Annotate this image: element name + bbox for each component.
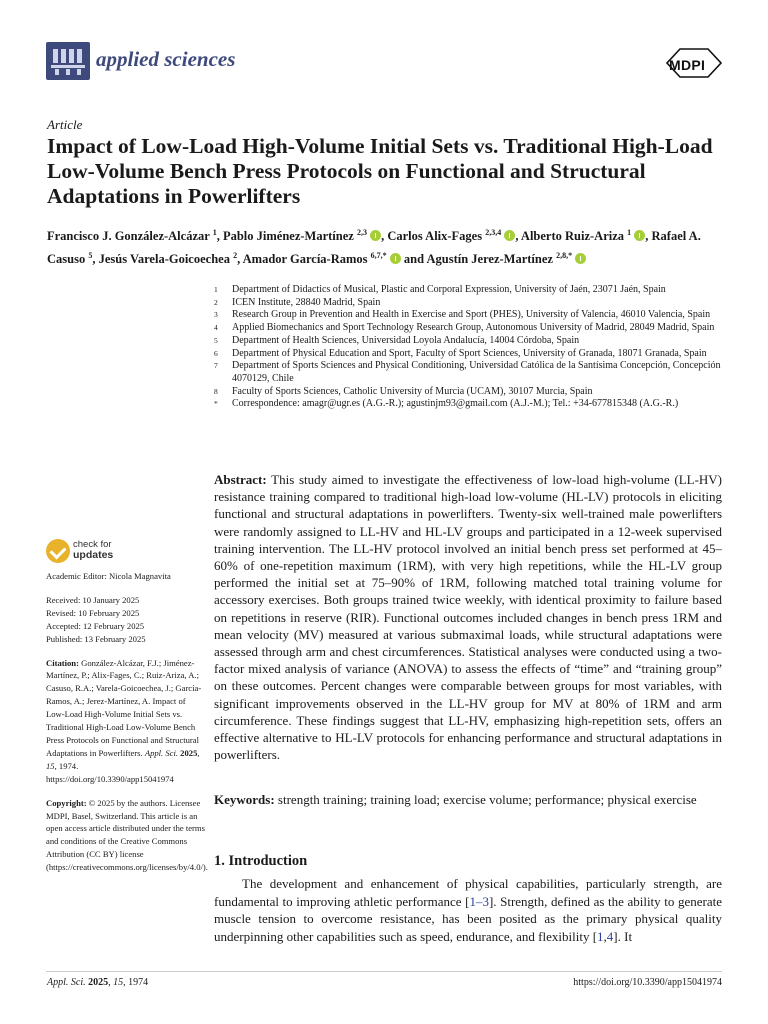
keywords-text: strength training; training load; exercise volume; performance; physical exercise: [277, 792, 697, 807]
citation-link[interactable]: 1: [597, 928, 604, 944]
academic-editor: Academic Editor: Nicola Magnavita: [46, 571, 171, 581]
author-name[interactable]: Pablo Jiménez-Martínez: [222, 229, 354, 244]
affiliation-number: 6: [214, 348, 218, 358]
orcid-icon[interactable]: [575, 253, 586, 264]
keywords: [214, 791, 722, 808]
affiliation-number: 2: [214, 297, 218, 307]
affiliation-item: [214, 348, 726, 361]
affiliation-item: [214, 360, 726, 385]
author-affiliation-sup: 1: [212, 228, 217, 237]
affiliation-number: 5: [214, 335, 218, 345]
author-name[interactable]: Alberto Ruiz-Ariza: [520, 229, 625, 244]
check-updates-line1: check for: [73, 539, 112, 550]
author-affiliation-sup: 2,3,4: [485, 228, 502, 237]
check-for-updates-button[interactable]: [46, 539, 166, 565]
affiliation-number: 7: [214, 361, 218, 371]
section-heading-introduction: 1. Introduction: [214, 853, 308, 869]
keywords-label: Keywords:: [214, 792, 275, 807]
author-affiliation-sup: 1: [627, 228, 632, 237]
affiliation-text: ICEN Institute, 28840 Madrid, Spain: [232, 296, 381, 308]
journal-name: applied sciences: [96, 47, 236, 71]
copyright: [46, 797, 206, 874]
affiliation-number: 4: [214, 323, 218, 333]
citation-link[interactable]: 1–3: [469, 893, 489, 909]
introduction-paragraph: The development and enhancement of physical capabilities, particularly strength, are fundamental to improving athletic performance [1–3]. Strength, defined as the ability to generate muscle tension to overcome resistance, has been posited as the primary physical quality underpinning other capabilities such as speed, endurance, and flexibility [1,4]. It: [214, 876, 722, 944]
author-name[interactable]: Jesús Varela-Goicoechea: [98, 252, 230, 267]
author-affiliation-sup: 6,7,*: [370, 251, 387, 261]
author-name[interactable]: Carlos Alix-Fages: [387, 229, 483, 244]
orcid-icon[interactable]: [504, 230, 515, 241]
citation-volume: 15: [46, 760, 55, 771]
affiliation-number: 8: [214, 386, 218, 396]
footer-divider: [46, 971, 722, 972]
citation-page[interactable]: , 1974. https://doi.org/10.3390/app15041974: [46, 760, 174, 784]
author-affiliation-sup: 5: [88, 251, 93, 261]
author-name[interactable]: Francisco J. González-Alcázar: [47, 229, 210, 244]
author-affiliation-sup: 2: [233, 251, 238, 261]
copyright-label: Copyright:: [46, 797, 87, 808]
affiliation-number: 1: [214, 285, 218, 294]
check-updates-line2: updates: [73, 549, 114, 561]
affiliation-text: Faculty of Sports Sciences, Catholic University of Murcia (UCAM), 30107 Murcia, Spain: [232, 385, 593, 397]
citation-text: González-Alcázar, F.J.; Jiménez-Martínez, P.; Alix-Fages, C.; Ruiz-Ariza, A.; Casuso, R.A.; Varela-Goicoechea, J.; García-Ramos, A.; Jerez-Martínez, A. Impact of Low-Load High-Volume Initial Sets vs. Traditional High-Load Low-Volume Bench Press Protocols on Functional and Structural Adaptations in Powerlifters.: [46, 657, 202, 758]
affiliation-item: [214, 284, 726, 297]
affiliation-text: Correspondence: amagr@ugr.es (A.G.-R.); agustinjm93@gmail.com (A.J.-M.); Tel.: +34-677815348 (A.G.-R.): [232, 398, 679, 410]
author-name[interactable]: Agustín Jerez-Martínez: [426, 252, 553, 267]
journal-logo: [46, 42, 90, 80]
footer-doi-link[interactable]: https://doi.org/10.3390/app15041974: [573, 977, 722, 988]
affiliation-item: [214, 322, 726, 335]
affiliation-item: [214, 398, 726, 411]
author-name[interactable]: Rafael A. Casuso: [47, 229, 701, 267]
orcid-icon[interactable]: [634, 230, 645, 241]
affiliation-item: [214, 297, 726, 310]
orcid-icon[interactable]: [370, 230, 381, 241]
citation: Citation: González-Alcázar, F.J.; Jiménez-Martínez, P.; Alix-Fages, C.; Ruiz-Ariza, A.; Casuso, R.A.; Varela-Goicoechea, J.; García-Ramos, A.; Jerez-Martínez, A. Impact of Low-Load High-Volume Initial Sets vs. Traditional High-Load Low-Volume Bench Press Protocols on Functional and Structural Adaptations in Powerlifters. Appl. Sci. 2025, 15, 1974. https://doi.org/10.3390/app15041974: [46, 657, 202, 784]
abstract-text: This study aimed to investigate the effectiveness of low-load high-volume (LL-HV) resistance training compared to traditional high-load low-volume (HL-LV) protocols in eliciting functional and structural adaptations in powerlifters. Twenty-six well-trained male powerlifters were randomly assigned to LL-HV and HL-LV groups and participated in a 12-week supervised training intervention. The LL-HV protocol involved an initial bench press set performed at 45–60% of one-repetition maximum (1RM), with very high repetitions, while the HL-LV group performed the initial set at 75–90% of 1RM, following matched total training volume for accessory exercises. Both groups trained twice weekly, with identical proximity to failure based on repetitions in reserve (RIR). Functional outcomes included changes in bench press 1RM and mean velocity (MV) measured at various submaximal loads, while structural adaptations were assessed through arm and chest circumferences. Statistical analyses were conducted using a two-factor mixed analysis of variance (ANOVA) to assess the effects of “time” and “training group” on these outcomes. Percent changes were comparable between groups for most variables, with significant improvements observed in the LL-HV group for MV at 80% of 1RM and arm circumference. These findings suggest that LL-HV, emphasizing high-repetition sets, offers an effective alternative to HL-LV protocols for enhancing performance and structural adaptations in powerlifters.: [214, 472, 723, 763]
author-affiliation-sup: 2,8,*: [556, 251, 573, 261]
article-title: Impact of Low-Load High-Volume Initial Sets vs. Traditional High-Load Low-Volume Bench Press Protocols on Functional and Structural Adaptations in Powerlifters: [47, 134, 713, 208]
citation-link[interactable]: 4: [606, 928, 614, 944]
accepted-date: Accepted: 12 February 2025: [46, 620, 145, 631]
affiliation-text: Department of Physical Education and Sport, Faculty of Sport Sciences, University of Granada, 18071 Granada, Spain: [232, 347, 707, 359]
check-updates-icon: [46, 539, 70, 563]
affiliations: [214, 284, 726, 411]
publisher-name: MDPI: [669, 57, 706, 73]
affiliation-text: Department of Sports Sciences and Physical Conditioning, Universidad Católica de la Santísima Concepción, Concepción 4070129, Chile: [232, 360, 721, 384]
abstract-label: Abstract:: [214, 472, 267, 487]
citation-label: Citation:: [46, 657, 79, 668]
affiliation-text: Department of Health Sciences, Universidad Loyola Andalucía, 14004 Córdoba, Spain: [232, 334, 580, 346]
revised-date: Revised: 10 February 2025: [46, 607, 140, 618]
author-name[interactable]: Amador García-Ramos: [242, 252, 368, 267]
citation-journal: Appl. Sci.: [144, 747, 179, 758]
affiliation-number: 3: [214, 310, 218, 320]
affiliation-text: Applied Biomechanics and Sport Technology Research Group, Autonomous University of Madrid, 28049 Madrid, Spain: [232, 322, 715, 334]
affiliation-item: [214, 386, 726, 399]
affiliation-number: *: [214, 399, 218, 409]
affiliation-item: [214, 335, 726, 348]
published-date: Published: 13 February 2025: [46, 633, 146, 644]
affiliation-text: Research Group in Prevention and Health in Exercise and Sport (PHES), University of Valencia, 46010 Valencia, Spain: [232, 309, 711, 321]
affiliation-item: [214, 309, 726, 322]
author-affiliation-sup: 2,3: [356, 228, 367, 237]
article-sidebar: [46, 570, 206, 874]
affiliation-text: Department of Didactics of Musical, Plastic and Corporal Expression, University of Jaén, 23071 Jaén, Spain: [232, 284, 666, 295]
author-list: Francisco J. González-Alcázar $^1$, Pablo Jiménez-Martínez $^{2,3}$ , Carlos Alix-Fages $^{2,3,4}$ , Alberto Ruiz-Ariza $^1$ , Rafael A. Casuso $^5$, Jesús Varela-Goicoechea $^2$, Amador García-Ramos $^{6,7,*}$ and Agustín Jerez-Martínez $^{2,8,*}$: [47, 228, 701, 267]
article-type: Article: [47, 117, 83, 132]
copyright-text: © 2025 by the authors. Licensee MDPI, Basel, Switzerland. This article is an open access article distributed under the terms and conditions of the Creative Commons Attribution (CC BY) license (https://creativecommons.org/licenses/by/4.0/).: [46, 797, 208, 873]
footer-citation: Appl. Sci. 2025, 15, 1974: [47, 977, 149, 988]
orcid-icon[interactable]: [390, 253, 401, 264]
abstract: [214, 471, 722, 763]
citation-year: 2025: [180, 747, 198, 758]
received-date: Received: 10 January 2025: [46, 594, 140, 605]
